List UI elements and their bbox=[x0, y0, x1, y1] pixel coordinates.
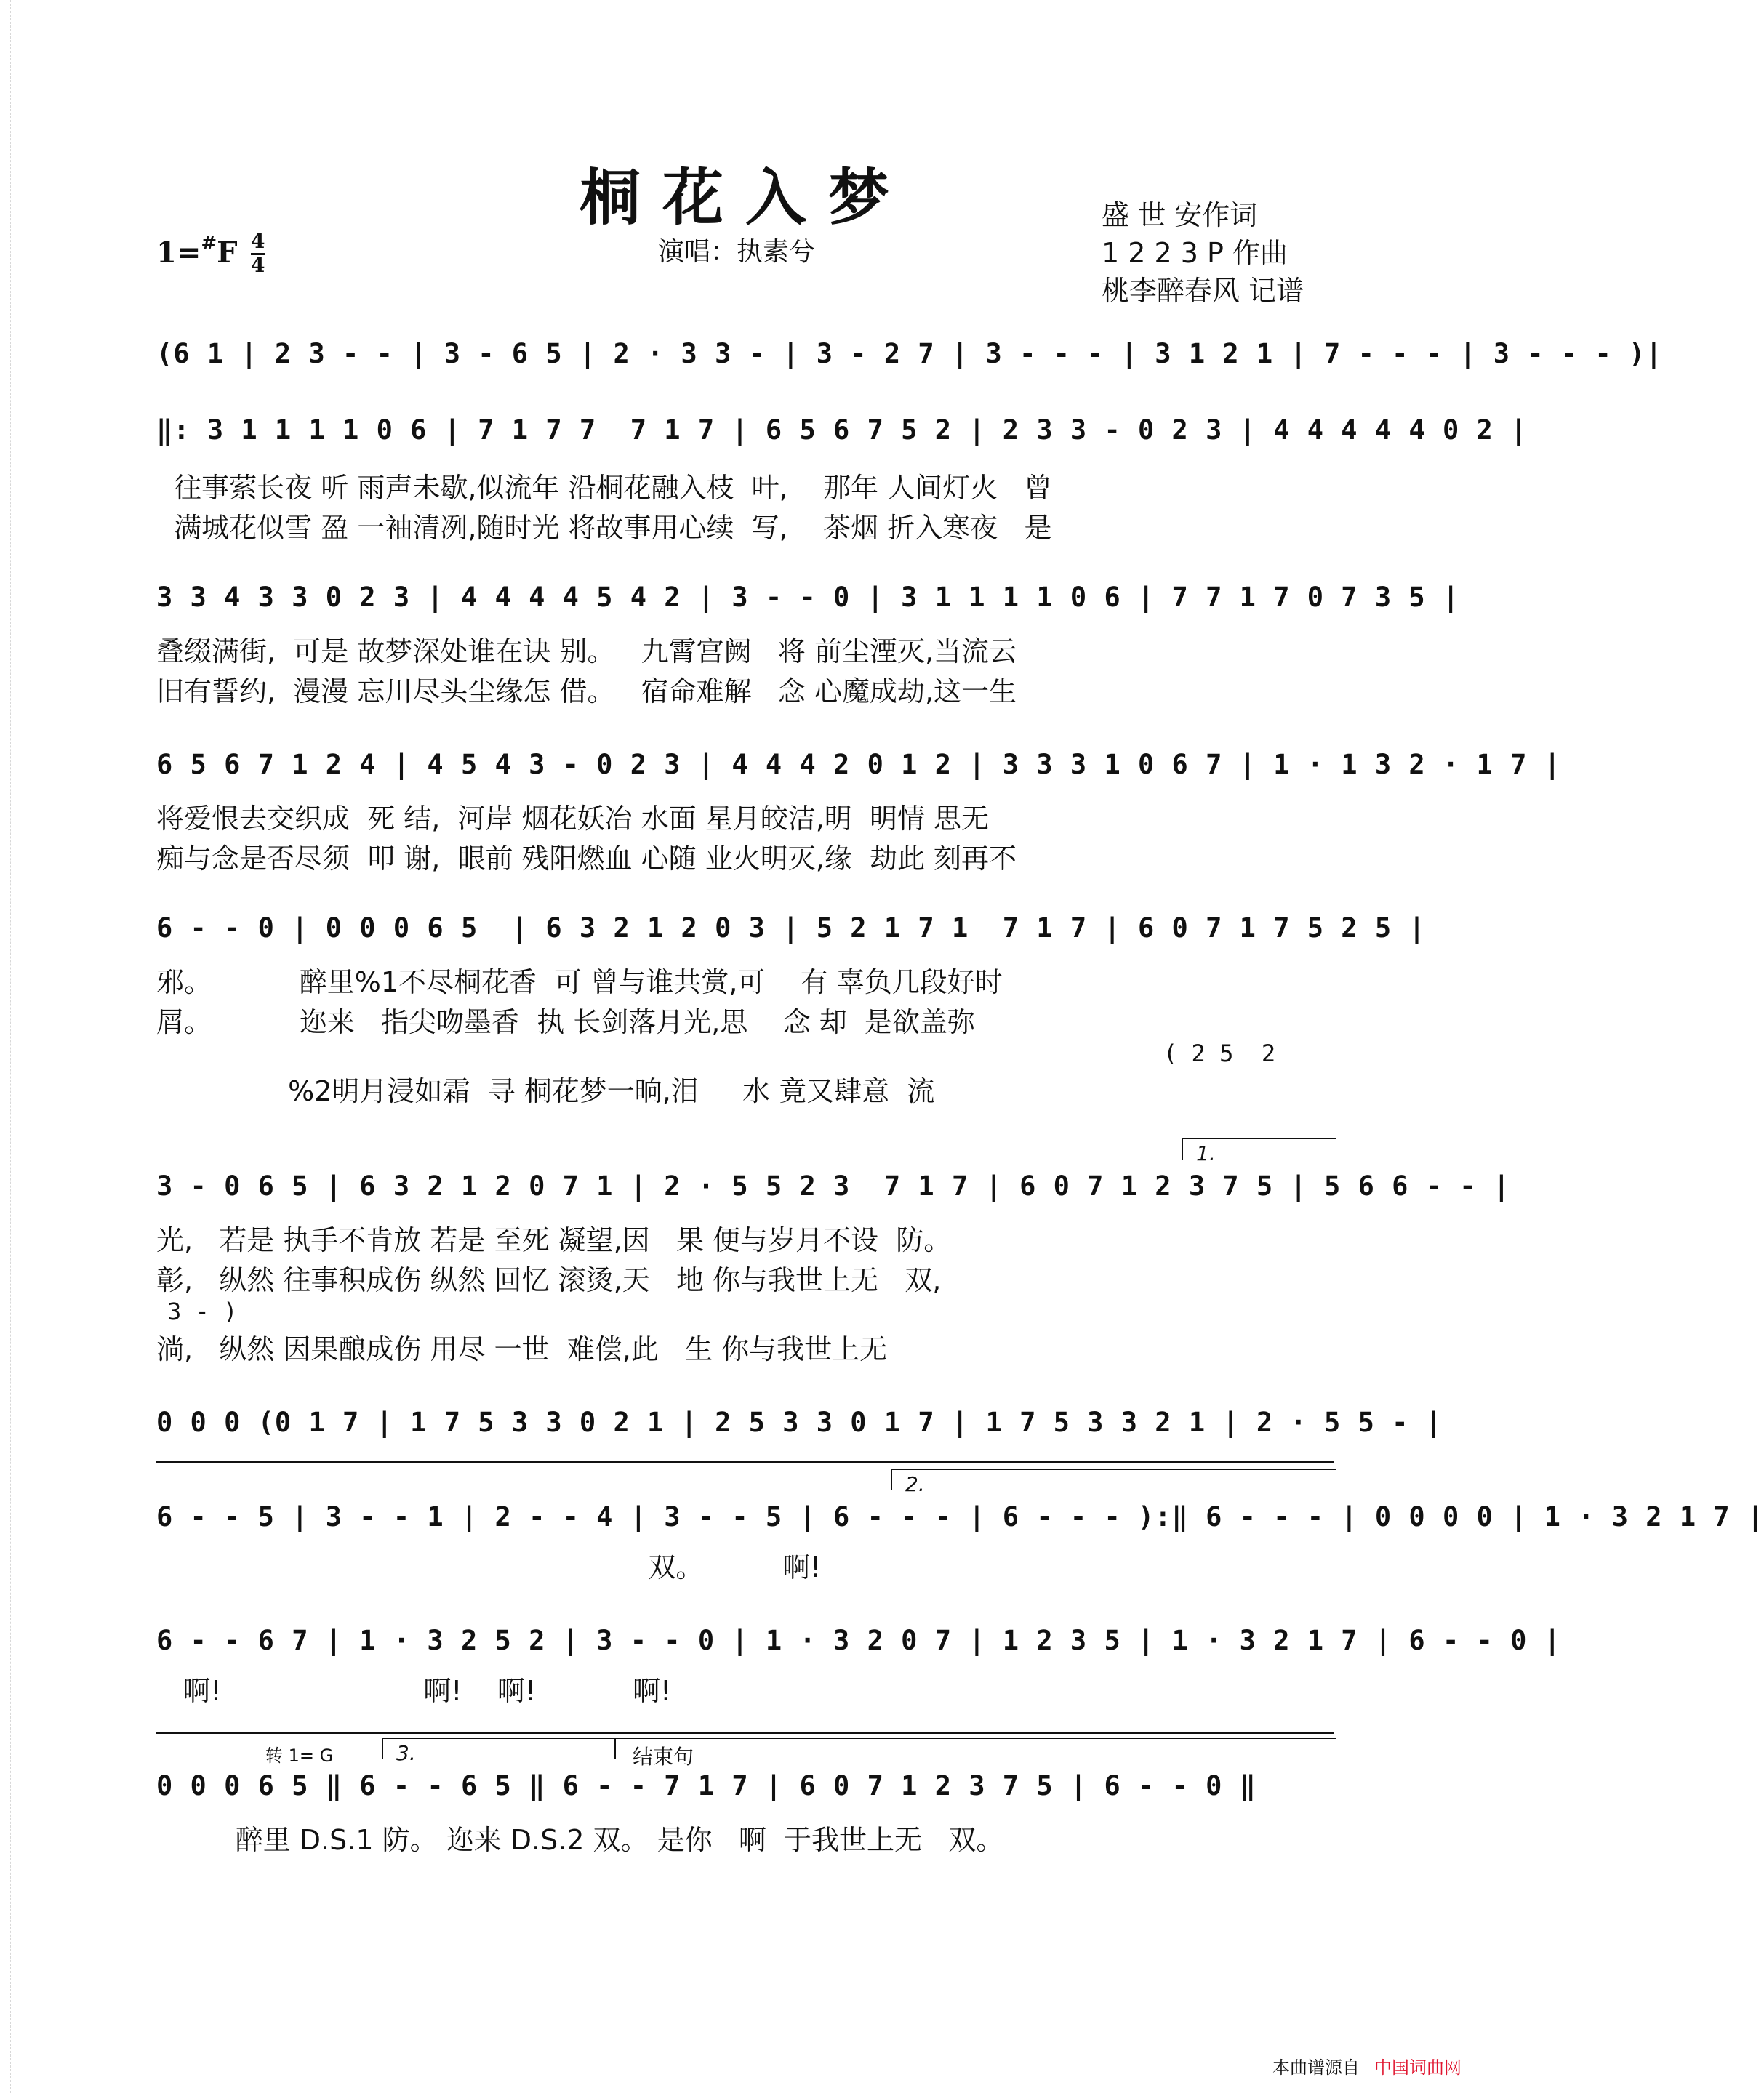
system-divider-2 bbox=[156, 1732, 1334, 1734]
lyric-system-4-verse-1: 将爱恨去交织成 死 结, 河岸 烟花妖冶 水面 星月皎洁,明 明情 思无 bbox=[156, 803, 990, 835]
lyric-system-5-verse-3: %2明月浸如霜 寻 桐花梦一晌,泪 水 竟又肆意 流 bbox=[156, 1075, 935, 1107]
system-divider bbox=[156, 1461, 1334, 1463]
notes-system-4: 6 5 6 7 1 2 4 | 4 5 4 3 - 0 2 3 | 4 4 4 2 0 1 2 | 3 3 3 1 0 6 7 | 1 · 1 3 2 · 1 7 | bbox=[156, 749, 1561, 780]
volta-1-label: 1. bbox=[1196, 1141, 1216, 1165]
notes-system-3: 3 3 4 3 3 0 2 3 | 4 4 4 4 5 4 2 | 3 - - 0 | 3 1 1 1 1 0 6 | 7 7 1 7 0 7 3 5 | bbox=[156, 582, 1460, 613]
song-title: 桐花入梦 bbox=[579, 161, 911, 233]
lyric-system-6-verse-3: 淌, 纵然 因果酿成伤 用尽 一世 难偿,此 生 你与我世上无 bbox=[156, 1333, 888, 1365]
volta-3-label: 3. bbox=[396, 1741, 416, 1765]
volta-2-bracket bbox=[891, 1469, 1336, 1490]
bracketed-notes: ( 2 5 2 bbox=[1163, 1040, 1276, 1067]
key-sharp: # bbox=[201, 233, 217, 254]
lyricist-credit: 盛 世 安作词 bbox=[1102, 199, 1258, 231]
lyric-system-10: 醉里 D.S.1 防。 迩来 D.S.2 双。 是你 啊 于我世上无 双。 bbox=[156, 1824, 1004, 1856]
meter-top: 4 bbox=[251, 231, 265, 255]
transcriber-credit: 桃李醉春风 记谱 bbox=[1102, 275, 1304, 307]
left-margin-marks bbox=[0, 0, 11, 2093]
lyric-system-5-verse-1: 邪。 醉里%1不尽桐花香 可 曾与谁共赏,可 有 辜负几段好时 bbox=[156, 966, 1003, 998]
key-note: F bbox=[217, 236, 238, 270]
modulation-label: 转 1= G bbox=[265, 1745, 334, 1766]
bracketed-return-notes: 3 - ) bbox=[167, 1298, 238, 1325]
singer-credit: 演唱：执素兮 bbox=[658, 237, 816, 267]
volta-2-label: 2. bbox=[905, 1472, 925, 1496]
lyric-system-6-verse-1: 光, 若是 执手不肯放 若是 至死 凝望,因 果 便与岁月不设 防。 bbox=[156, 1224, 952, 1256]
right-margin-marks bbox=[1480, 0, 1491, 2093]
lyric-system-5-verse-2: 屑。 迩来 指尖吻墨香 执 长剑落月光,思 念 却 是欲盖弥 bbox=[156, 1006, 975, 1038]
footer-source: 本曲谱源自 bbox=[1272, 2057, 1360, 2078]
notes-system-8: 6 - - 5 | 3 - - 1 | 2 - - 4 | 3 - - 5 | 6 - - - | 6 - - - ):‖ 6 - - - | 0 0 0 0 | 1 · 3 2 1 7 | bbox=[156, 1501, 1764, 1532]
credits-block bbox=[1102, 196, 1304, 310]
lyric-system-4-verse-2: 痴与念是否尽须 叩 谢, 眼前 残阳燃血 心随 业火明灭,缘 劫此 刻再不 bbox=[156, 843, 1017, 875]
notes-system-10: 0 0 0 6 5 ‖ 6 - - 6 5 ‖ 6 - - 7 1 7 | 6 0 7 1 2 3 7 5 | 6 - - 0 ‖ bbox=[156, 1770, 1256, 1801]
lyric-system-2-verse-1: 往事萦长夜 听 雨声未歇,似流年 沿桐花融入枝 叶, 那年 人间灯火 曾 bbox=[156, 472, 1052, 504]
volta-3-bracket bbox=[382, 1738, 616, 1759]
key-signature bbox=[156, 233, 238, 270]
lyric-system-3-verse-2: 旧有誓约, 漫漫 忘川尽头尘缘怎 借。 宿命难解 念 心魔成劫,这一生 bbox=[156, 675, 1017, 707]
lyric-system-6-verse-2: 彰, 纵然 往事积成伤 纵然 回忆 滚烫,天 地 你与我世上无 双, bbox=[156, 1264, 942, 1296]
key-prefix: 1= bbox=[156, 236, 201, 270]
ending-label: 结束句 bbox=[633, 1745, 694, 1769]
lyric-system-8: 双。 啊! bbox=[156, 1551, 822, 1583]
notes-system-7: 0 0 0 (0 1 7 | 1 7 5 3 3 0 2 1 | 2 5 3 3 0 1 7 | 1 7 5 3 3 2 1 | 2 · 5 5 - | bbox=[156, 1407, 1443, 1438]
lyric-system-3-verse-1: 叠缀满街, 可是 故梦深处谁在诀 别。 九霄宫阙 将 前尘湮灭,当流云 bbox=[156, 635, 1017, 667]
time-signature bbox=[251, 231, 265, 276]
meter-bottom: 4 bbox=[251, 253, 265, 277]
notes-system-6: 3 - 0 6 5 | 6 3 2 1 2 0 7 1 | 2 · 5 5 2 3 7 1 7 | 6 0 7 1 2 3 7 5 | 5 6 6 - - | bbox=[156, 1170, 1511, 1202]
ending-bracket bbox=[614, 1738, 1336, 1759]
notes-system-5: 6 - - 0 | 0 0 0 6 5 | 6 3 2 1 2 0 3 | 5 2 1 7 1 7 1 7 | 6 0 7 1 7 5 2 5 | bbox=[156, 912, 1426, 944]
notes-system-1: (6 1 | 2 3 - - | 3 - 6 5 | 2 · 3 3 - | 3 - 2 7 | 3 - - - | 3 1 2 1 | 7 - - - | 3 - - - )| bbox=[156, 338, 1663, 369]
lyric-system-2-verse-2: 满城花似雪 盈 一袖清冽,随时光 将故事用心续 写, 茶烟 折入寒夜 是 bbox=[156, 512, 1052, 544]
composer-credit: 1 2 2 3 P 作曲 bbox=[1102, 237, 1288, 269]
notes-system-9: 6 - - 6 7 | 1 · 3 2 5 2 | 3 - - 0 | 1 · 3 2 0 7 | 1 2 3 5 | 1 · 3 2 1 7 | 6 - - 0 | bbox=[156, 1625, 1561, 1656]
lyric-system-9: 啊! 啊! 啊! 啊! bbox=[156, 1675, 672, 1707]
notes-system-2: ‖: 3 1 1 1 1 0 6 | 7 1 7 7 7 1 7 | 6 5 6 7 5 2 | 2 3 3 - 0 2 3 | 4 4 4 4 4 0 2 | bbox=[156, 414, 1528, 446]
footer bbox=[1272, 2053, 1462, 2078]
footer-brand-link[interactable]: 中国词曲网 bbox=[1374, 2057, 1462, 2078]
